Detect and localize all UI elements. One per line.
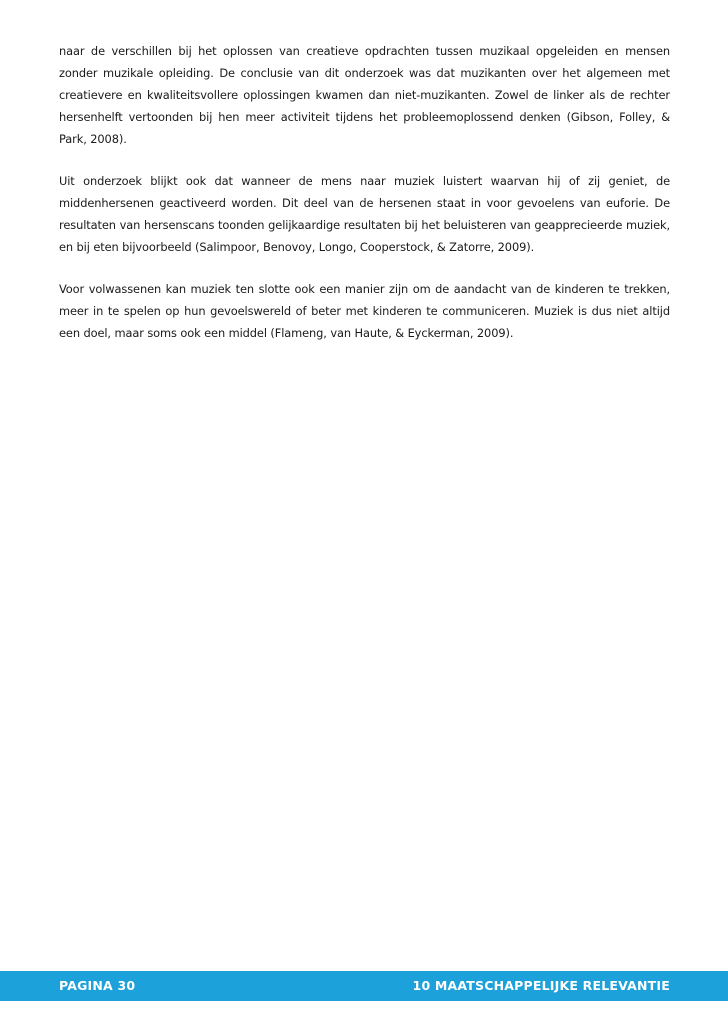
paragraph-brain-euphoria: Uit onderzoek blijkt ook dat wanneer de mens naar muziek luistert waarvan hij of zij geniet, de middenhersenen geactiveerd worden. Dit deel van de hersenen staat in voor gevoelens van euforie. De resultaten van hersenscans toonden gelijkaardige resultaten bij het beluisteren van geapprecieerde muziek, en bij eten bijvoorbeeld (Salimpoor, Benovoy, Longo, Cooperstock, & Zatorre, 2009).	[59, 174, 670, 254]
chapter-title: 10 MAATSCHAPPELIJKE RELEVANTIE	[412, 978, 670, 993]
paragraph-creativity-study: naar de verschillen bij het oplossen van creatieve opdrachten tussen muzikaal opgeleiden en mensen zonder muzikale opleiding. De conclusie van dit onderzoek was dat muzikanten over het algemeen met creatievere en kwaliteitsvollere oplossingen kwamen dan niet-muzikanten. Zowel de linker als de rechter hersenhelft vertoonden bij hen meer activiteit tijdens het probleemoplossend denken (Gibson, Folley, & Park, 2008).	[59, 44, 670, 146]
page-footer	[0, 971, 728, 1001]
page-number: PAGINA 30	[59, 978, 136, 993]
paragraph-music-as-means: Voor volwassenen kan muziek ten slotte ook een manier zijn om de aandacht van de kinderen te trekken, meer in te spelen op hun gevoelswereld of beter met kinderen te communiceren. Muziek is dus niet altijd een doel, maar soms ook een middel (Flameng, van Haute, & Eyckerman, 2009).	[59, 282, 670, 340]
page-body	[59, 40, 670, 364]
